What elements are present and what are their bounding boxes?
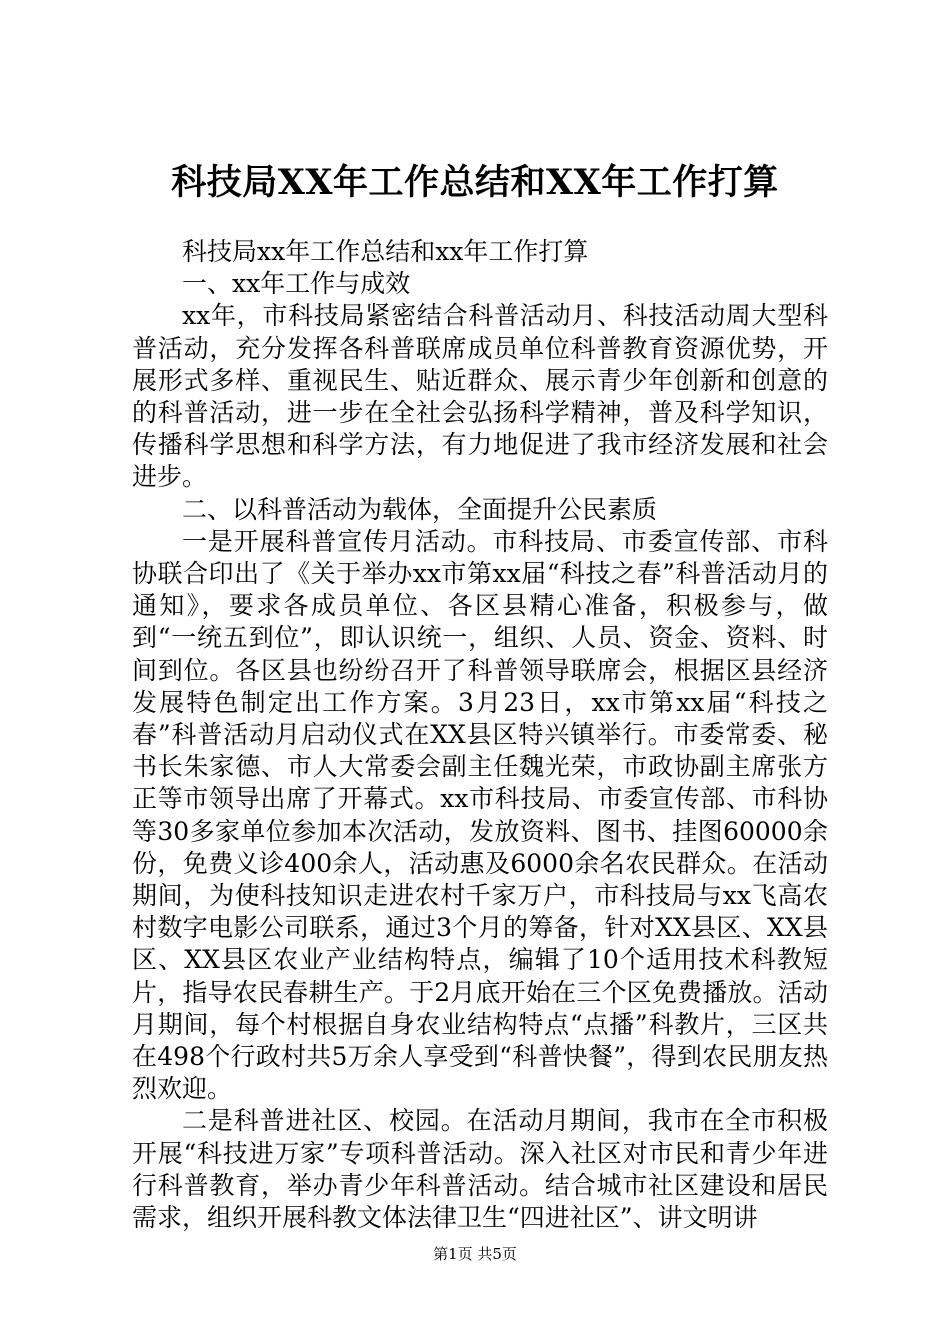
paragraph-heading-1: 一、xx年工作与成效 [182,269,411,299]
document-body [132,236,828,1234]
paragraph-heading-2: 二、以科普活动为载体，全面提升公民素质 [182,494,658,524]
page-footer: 第1页 共5页 [433,1245,517,1263]
paragraph-item-2: 二是科普进社区、校园。在活动月期间，我市在全市积极开展“科技进万家”专项科普活动。深入社区对市民和青少年进行科普教育，举办青少年科普活动。结合城市社区建设和居民需求，组织开展科教文体法律卫生“四进社区”、讲文明讲 [132,1106,828,1233]
paragraph-item-1: 一是开展科普宣传月活动。市科技局、市委宣传部、市科协联合印出了《关于举办xx市第xx届“科技之春”科普活动月的通知》，要求各成员单位、各区县精心准备，积极参与，做到“一统五到位”，即认识统一，组织、人员、资金、资料、时间到位。各区县也纷纷召开了科普领导联席会，根据区县经济发展特色制定出工作方案。3月23日，xx市第xx届“科技之春”科普活动月启动仪式在XX县区特兴镇举行。市委常委、秘书长朱家德、市人大常委会副主任魏光荣，市政协副主席张方正等市领导出席了开幕式。xx市科技局、市委宣传部、市科协等30多家单位参加本次活动，发放资料、图书、挂图60000余份，免费义诊400余人，活动惠及6000余名农民群众。在活动期间，为使科技知识走进农村千家万户，市科技局与xx飞高农村数字电影公司联系，通过3个月的筹备，针对XX县区、XX县区、XX县区农业产业结构特点，编辑了10个适用技术科教短片，指导农民春耕生产。于2月底开始在三个区免费播放。活动月期间，每个村根据自身农业结构特点“点播”科教片，三区共在498个行政村共5万余人享受到“科普快餐”，得到农民朋友热烈欢迎。 [132,526,828,1104]
paragraph-intro: xx年，市科技局紧密结合科普活动月、科技活动周大型科普活动，充分发挥各科普联席成员单位科普教育资源优势，开展形式多样、重视民生、贴近群众、展示青少年创新和创意的的科普活动，进一步在全社会弘扬科学精神，普及科学知识，传播科学思想和科学方法，有力地促进了我市经济发展和社会进步。 [132,301,828,492]
paragraph-subtitle: 科技局xx年工作总结和xx年工作打算 [182,237,589,266]
document-title: 科技局XX年工作总结和XX年工作打算 [171,162,779,203]
